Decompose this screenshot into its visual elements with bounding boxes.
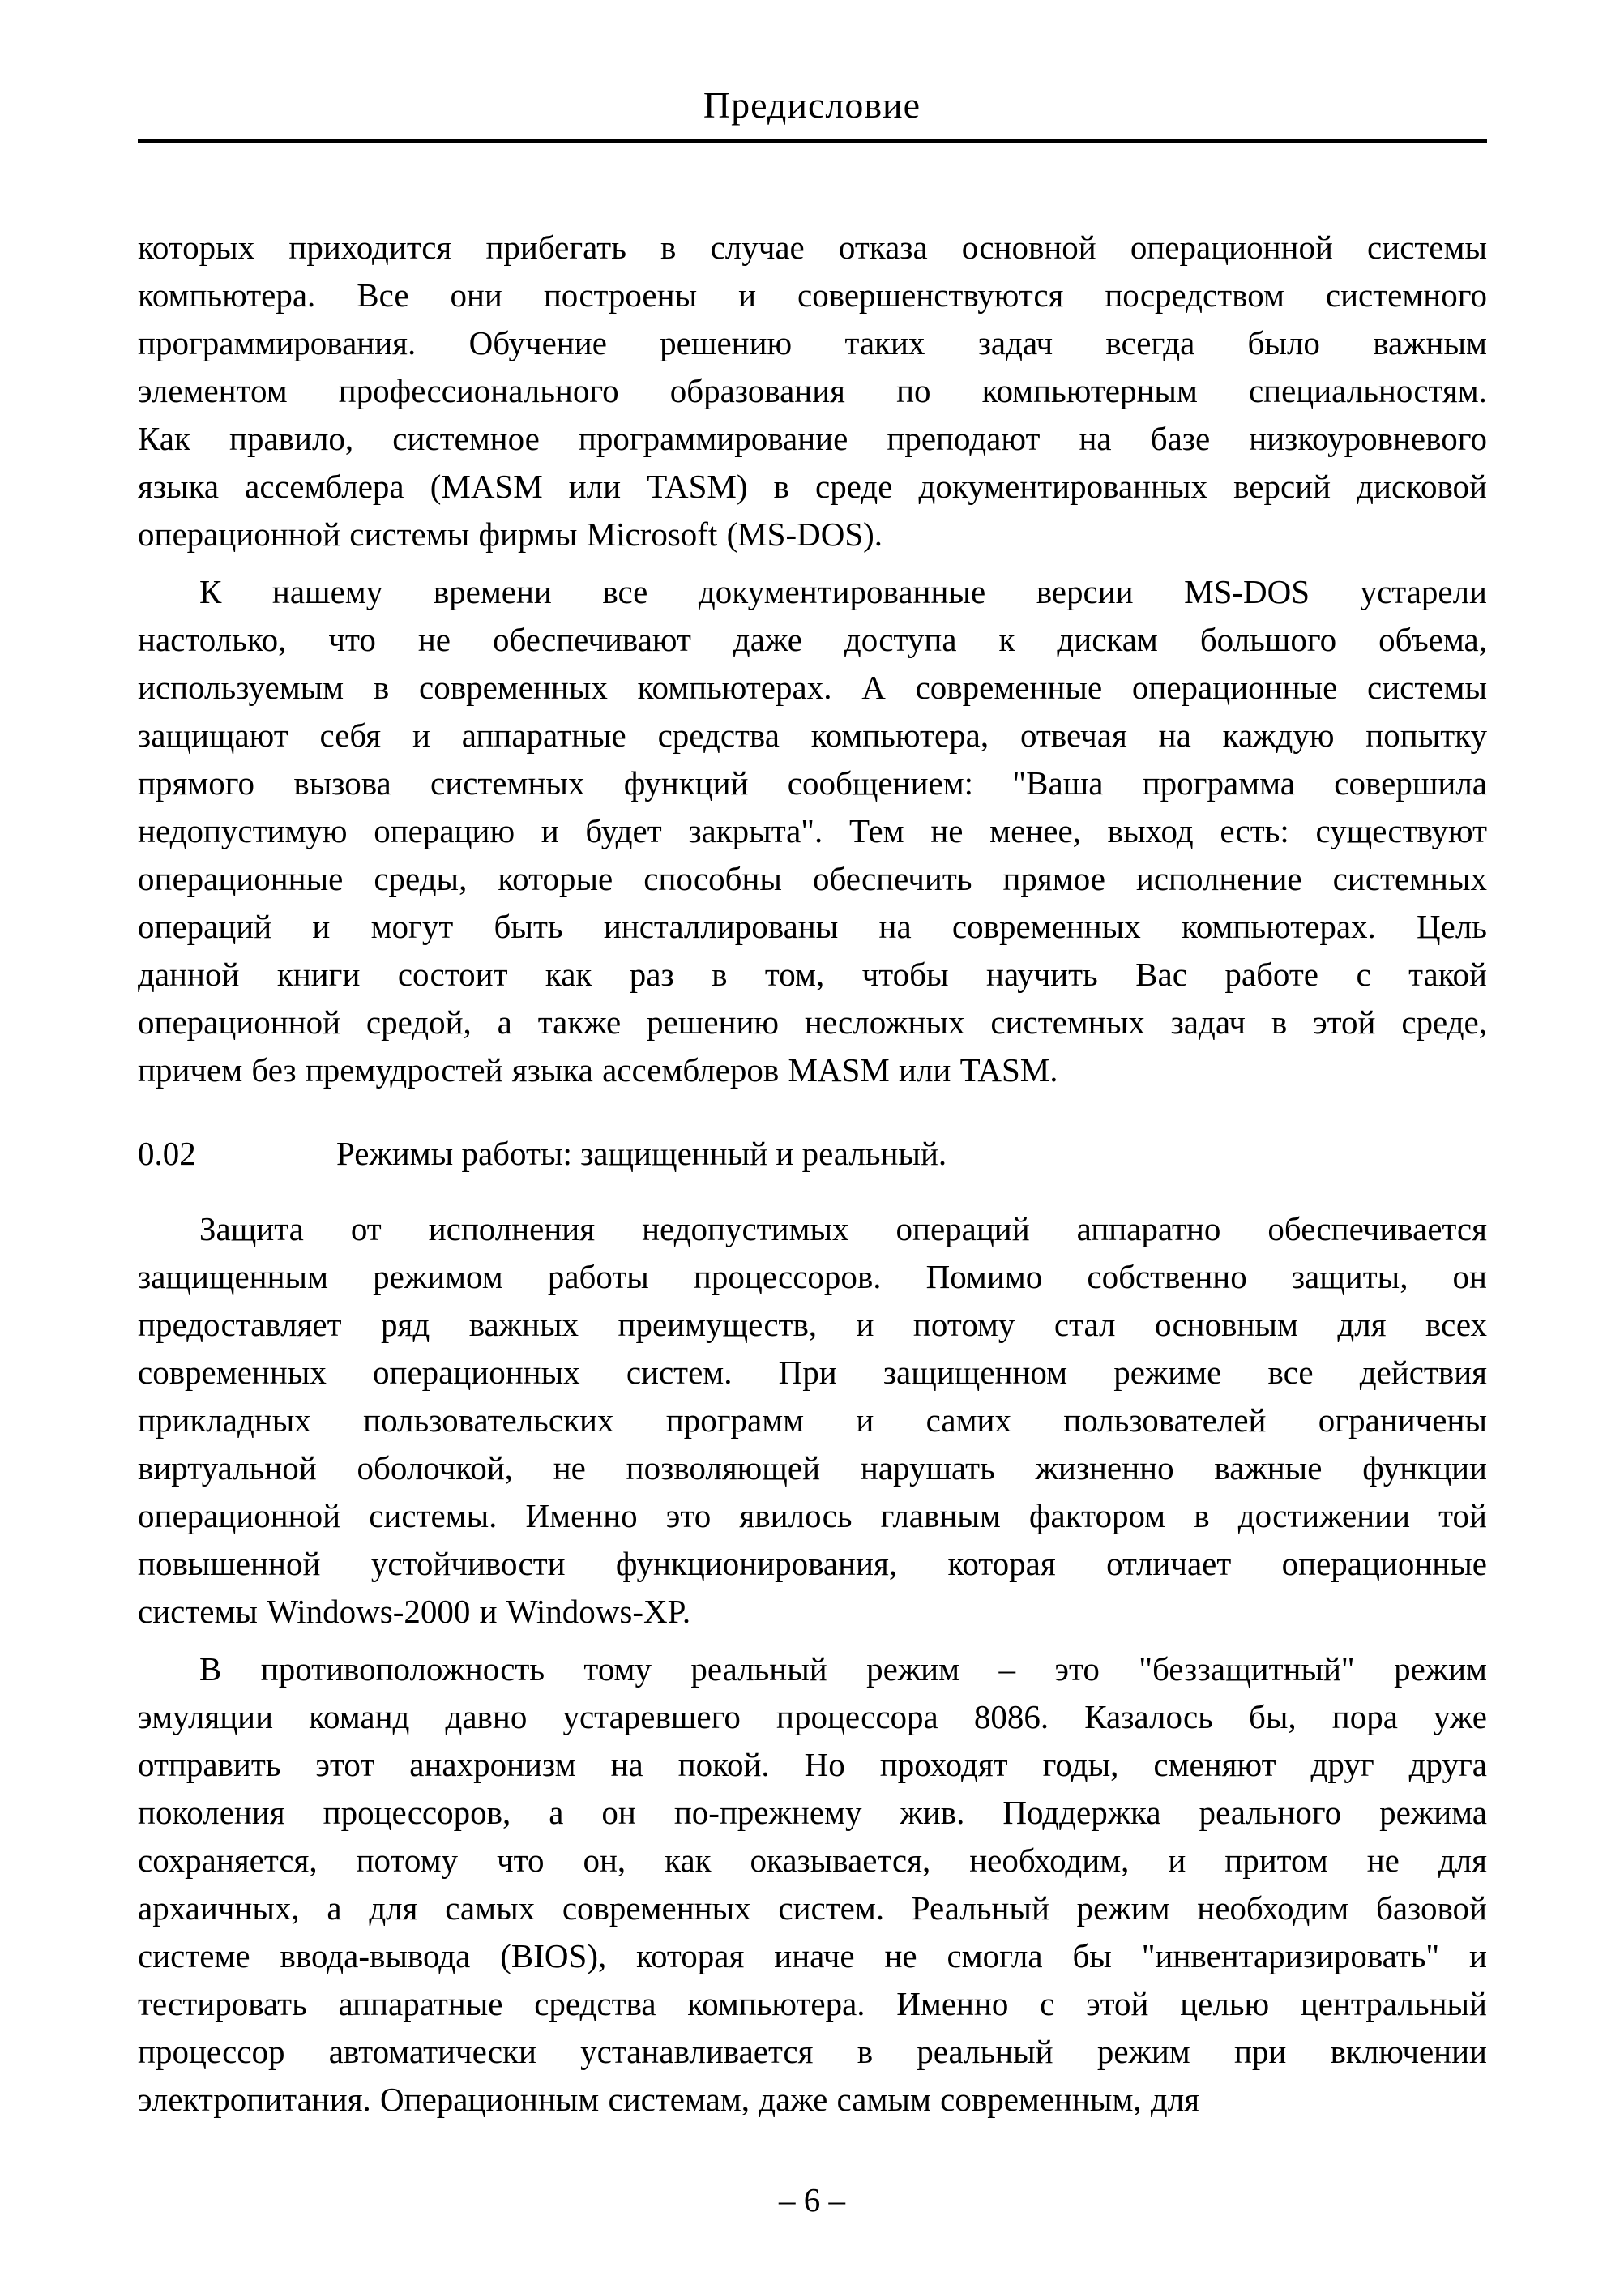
text-line: операционной средой, а также решению несложных системных задач в этой среде, [138,1003,1487,1041]
section-number: 0.02 [138,1135,196,1172]
text-line: сохраняется, потому что он, как оказывается, необходим, и притом не для [138,1842,1487,1879]
paragraph [138,568,1487,1094]
section-title: Режимы работы: защищенный и реальный. [336,1135,947,1172]
text-line: защищают себя и аппаратные средства компьютера, отвечая на каждую попытку [138,717,1487,754]
text-line: предоставляет ряд важных преимуществ, и потому стал основным для всех [138,1306,1487,1343]
text-line: элементом профессионального образования по компьютерным специальностям. [138,372,1487,409]
paragraph [138,224,1487,558]
text-line: причем без премудростей языка ассемблеров MASM или TASM. [138,1051,1058,1089]
text-line: К нашему времени все документированные версии MS-DOS устарели [199,573,1487,610]
text-line: тестировать аппаратные средства компьютера. Именно с этой целью центральный [138,1985,1487,2022]
text-line: системе ввода-вывода (BIOS), которая иначе не смогла бы "инвентаризировать" и [138,1937,1487,1974]
text-line: повышенной устойчивости функционирования, которая отличает операционные [138,1545,1487,1582]
text-line: поколения процессоров, а он по-прежнему жив. Поддержка реального режима [138,1794,1487,1831]
text-line: операционной системы фирмы Microsoft (MS-DOS). [138,515,883,553]
text-line: Защита от исполнения недопустимых операций аппаратно обеспечивается [199,1210,1487,1247]
text-line: программирования. Обучение решению таких задач всегда было важным [138,324,1487,361]
text-line: прикладных пользовательских программ и самих пользователей ограничены [138,1401,1487,1439]
section-heading [138,1130,1487,1178]
running-title: Предисловие [703,84,921,126]
text-line: виртуальной оболочкой, не позволяющей нарушать жизненно важные функции [138,1449,1487,1487]
text-line: Как правило, системное программирование преподают на базе низкоуровневого [138,420,1487,457]
page-footer [0,2181,1624,2218]
paragraph [138,1205,1487,1636]
page-body [138,143,1487,2124]
text-line: процессор автоматически устанавливается в реальный режим при включении [138,2033,1487,2070]
text-line: прямого вызова системных функций сообщением: "Ваша программа совершила [138,764,1487,802]
text-line: современных операционных систем. При защищенном режиме все действия [138,1354,1487,1391]
text-line: недопустимую операцию и будет закрыта". Тем не менее, выход есть: существуют [138,812,1487,849]
text-line: операций и могут быть инсталлированы на современных компьютерах. Цель [138,908,1487,945]
page-number: – 6 – [779,2181,845,2218]
text-line: архаичных, а для самых современных систем. Реальный режим необходим базовой [138,1889,1487,1927]
text-line: которых приходится прибегать в случае отказа основной операционной системы [138,229,1487,266]
text-line: настолько, что не обеспечивают даже доступа к дискам большого объема, [138,621,1487,658]
paragraph [138,1645,1487,2124]
text-line: данной книги состоит как раз в том, чтобы научить Вас работе с такой [138,956,1487,993]
text-line: используемым в современных компьютерах. А современные операционные системы [138,669,1487,706]
text-line: электропитания. Операционным системам, даже самым современным, для [138,2081,1200,2118]
text-line: эмуляции команд давно устаревшего процессора 8086. Казалось бы, пора уже [138,1698,1487,1735]
text-line: операционной системы. Именно это явилось главным фактором в достижении той [138,1497,1487,1534]
text-line: языка ассемблера (MASM или TASM) в среде документированных версий дисковой [138,468,1487,505]
page-header [0,0,1624,143]
text-line: отправить этот анахронизм на покой. Но проходят годы, сменяют друг друга [138,1746,1487,1783]
text-line: компьютера. Все они построены и совершенствуются посредством системного [138,276,1487,314]
text-line: операционные среды, которые способны обеспечить прямое исполнение системных [138,860,1487,897]
text-line: В противоположность тому реальный режим – это "беззащитный" режим [199,1650,1487,1688]
text-line: системы Windows-2000 и Windows-XP. [138,1593,691,1630]
text-line: защищенным режимом работы процессоров. Помимо собственно защиты, он [138,1258,1487,1295]
